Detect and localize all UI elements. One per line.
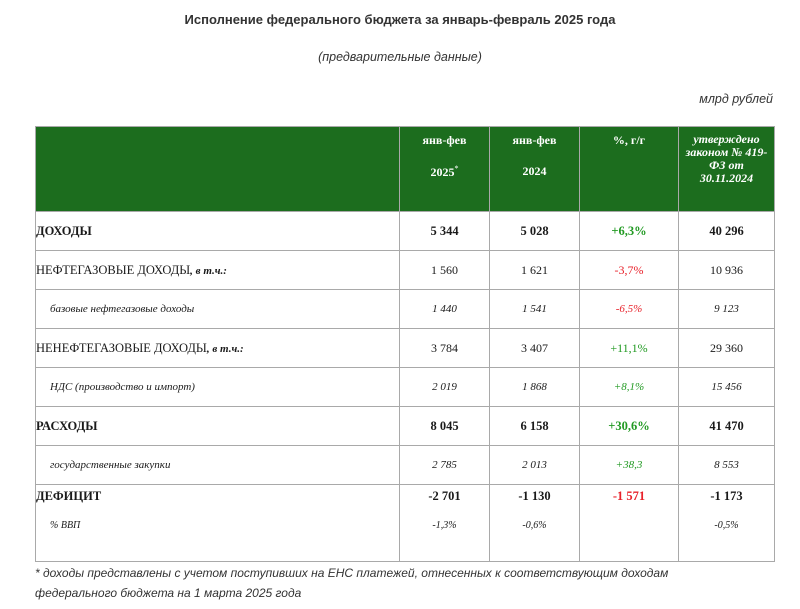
value-law: 8 553 <box>679 446 775 485</box>
row-label-qualifier: , в т.ч.: <box>190 264 227 277</box>
page-subtitle: (предварительные данные) <box>318 50 482 64</box>
row-label-text: НЕФТЕГАЗОВЫЕ ДОХОДЫ <box>36 262 191 277</box>
row-label: базовые нефтегазовые доходы <box>36 290 400 329</box>
page-title: Исполнение федерального бюджета за январь-февраль 2025 года <box>184 12 616 27</box>
header-law <box>679 127 775 212</box>
gdp-law: -0,5% <box>714 520 739 531</box>
value-2025: 8 045 <box>400 407 490 446</box>
gdp-label: % ВВП <box>50 520 81 531</box>
value-law: 10 936 <box>679 251 775 290</box>
value-law: 15 456 <box>679 368 775 407</box>
value-2024: 6 158 <box>490 407 580 446</box>
row-label: РАСХОДЫ <box>36 407 400 446</box>
value-2024: 2 013 <box>490 446 580 485</box>
value-2025: 1 560 <box>400 251 490 290</box>
header-yoy-label: %, г/г <box>612 133 646 147</box>
value-law: 9 123 <box>679 290 775 329</box>
header-yoy <box>580 127 679 212</box>
value-yoy: -3,7% <box>580 251 679 290</box>
value-yoy: -6,5% <box>580 290 679 329</box>
table-row-deficit <box>36 485 775 562</box>
header-law-label: утверждено законом № 419-ФЗ от 30.11.2024 <box>685 132 768 185</box>
footnote <box>35 563 774 603</box>
header-2024-year: 2024 <box>522 164 547 178</box>
table-row-procurement <box>36 446 775 485</box>
value-2024: 3 407 <box>490 329 580 368</box>
value-2024: 1 621 <box>490 251 580 290</box>
table-row-non-oil-gas <box>36 329 775 368</box>
header-label-cell <box>36 127 400 212</box>
value-yoy <box>580 485 679 562</box>
header-2024 <box>490 127 580 212</box>
budget-table <box>35 126 775 562</box>
row-label <box>36 329 400 368</box>
row-label: НДС (производство и импорт) <box>36 368 400 407</box>
value-2024: 5 028 <box>490 212 580 251</box>
row-label <box>36 251 400 290</box>
value-law: 29 360 <box>679 329 775 368</box>
header-2024-period: янв-фев <box>512 133 557 147</box>
deficit-law: -1 173 <box>710 489 743 503</box>
value-yoy: +30,6% <box>580 407 679 446</box>
value-2025: 3 784 <box>400 329 490 368</box>
deficit-yoy: -1 571 <box>612 489 646 503</box>
header-2025-year-wrap <box>400 164 489 180</box>
row-label <box>36 485 400 562</box>
table-row-base-oil-gas <box>36 290 775 329</box>
units-label: млрд рублей <box>699 92 773 106</box>
value-yoy: +38,3 <box>580 446 679 485</box>
value-law: 41 470 <box>679 407 775 446</box>
deficit-2025: -2 701 <box>428 489 461 503</box>
gdp-2025: -1,3% <box>432 520 457 531</box>
header-2025-period: янв-фев <box>422 133 467 147</box>
value-2024: 1 868 <box>490 368 580 407</box>
table-row-vat <box>36 368 775 407</box>
value-yoy: +8,1% <box>580 368 679 407</box>
value-2025 <box>400 485 490 562</box>
value-2025: 2 019 <box>400 368 490 407</box>
table-header-row <box>36 127 775 212</box>
table-row-oil-gas <box>36 251 775 290</box>
value-2025: 5 344 <box>400 212 490 251</box>
header-2025-year: 2025 <box>430 165 455 179</box>
value-2025: 1 440 <box>400 290 490 329</box>
value-2024: 1 541 <box>490 290 580 329</box>
row-label: государственные закупки <box>36 446 400 485</box>
value-2025: 2 785 <box>400 446 490 485</box>
value-2024 <box>490 485 580 562</box>
value-law <box>679 485 775 562</box>
header-2025 <box>400 127 490 212</box>
row-label-text: НЕНЕФТЕГАЗОВЫЕ ДОХОДЫ <box>36 340 207 355</box>
footnote-line-1: * доходы представлены с учетом поступивших на ЕНС платежей, отнесенных к соответствующим доходам <box>35 566 669 580</box>
value-law: 40 296 <box>679 212 775 251</box>
footnote-line-2: федерального бюджета на 1 марта 2025 года <box>35 586 302 600</box>
header-2025-footnote-mark: * <box>454 164 459 173</box>
value-yoy: +11,1% <box>580 329 679 368</box>
table-row-revenues <box>36 212 775 251</box>
row-label-qualifier: , в т.ч.: <box>206 342 244 355</box>
deficit-label: ДЕФИЦИТ <box>36 489 102 503</box>
row-label: ДОХОДЫ <box>36 212 400 251</box>
value-yoy: +6,3% <box>580 212 679 251</box>
deficit-2024: -1 130 <box>518 489 551 503</box>
gdp-2024: -0,6% <box>522 520 547 531</box>
table-row-expenditures <box>36 407 775 446</box>
